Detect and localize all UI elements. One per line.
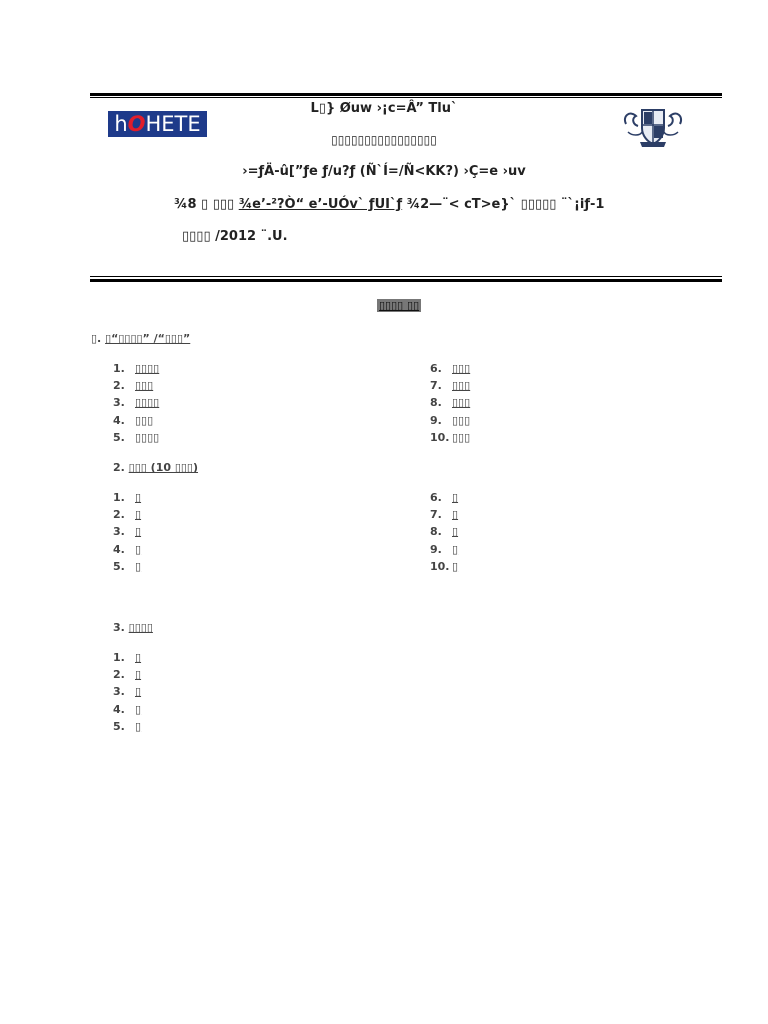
- header-rule-top-thin: [90, 97, 722, 98]
- list-item: 7. ▯▯▯: [430, 379, 471, 393]
- list-item: 10. ▯: [430, 559, 459, 573]
- list-item: 2. ▯▯▯: [113, 379, 154, 393]
- list-item: 6. ▯▯▯: [430, 362, 471, 375]
- section-3-list: [113, 649, 141, 735]
- list-item: 8. ▯▯▯: [430, 396, 471, 410]
- section-2-list-right: [430, 489, 458, 575]
- section-1-label: ▯“▯▯▯▯” /“▯▯▯”: [105, 332, 191, 345]
- list-item: 5. ▯: [113, 559, 142, 573]
- list-item: 6. ▯: [430, 491, 459, 504]
- header-rule-bottom-thin: [90, 276, 722, 277]
- logo-left-text-hete: HETE: [145, 112, 201, 136]
- header-line-4-underlined: ¾e’-²?Ò“ e’-UÓv` ƒUI`ƒ: [238, 197, 403, 212]
- list-item: 4. ▯▯▯: [113, 413, 154, 427]
- list-item: 9. ▯▯▯: [430, 413, 471, 427]
- header-line-4-part-a: ¾8 ▯ ▯▯▯: [174, 197, 239, 212]
- list-item: 9. ▯: [430, 542, 459, 556]
- list-item: 3. ▯: [113, 525, 142, 539]
- section-2-heading: [113, 461, 198, 474]
- section-3-label: ▯▯▯▯: [128, 621, 153, 634]
- header-date-line: ▯▯▯▯ /2012 ¨.U.: [182, 229, 288, 244]
- school-name-line: L▯} Øuw ›¡c=Â” Tlu`: [310, 101, 458, 116]
- list-item: 1. ▯▯▯▯: [113, 362, 160, 375]
- list-item: 4. ▯: [113, 702, 142, 716]
- list-item: 2. ▯: [113, 508, 142, 522]
- header-rule-bottom-thick: [90, 279, 722, 282]
- header-line-4-part-b: ¾2—¨< cT>e}` ▯▯▯▯▯ ¨`¡iƒ-1: [402, 197, 605, 212]
- header-line-4: [174, 197, 604, 212]
- section-3-prefix: 3.: [113, 621, 129, 634]
- section-2-label: ▯▯▯ (10 ▯▯▯): [128, 461, 199, 474]
- list-item: 1. ▯: [113, 651, 142, 664]
- section-2-list-left: [113, 489, 141, 575]
- list-item: 3. ▯▯▯▯: [113, 396, 160, 410]
- header-line-2: ▯▯▯▯▯▯▯▯▯▯▯▯▯▯▯▯: [331, 133, 437, 147]
- list-item: 4. ▯: [113, 542, 142, 556]
- list-item: 5. ▯▯▯▯: [113, 430, 160, 444]
- logo-left-text-h: h: [114, 112, 128, 136]
- list-item: 8. ▯: [430, 525, 459, 539]
- section-2-prefix: 2.: [113, 461, 129, 474]
- section-1-prefix: ▯.: [91, 332, 106, 345]
- section-1-list-left: [113, 360, 159, 446]
- list-item: 3. ▯: [113, 685, 142, 699]
- list-item: 10. ▯▯▯: [430, 430, 471, 444]
- list-item: 5. ▯: [113, 719, 142, 733]
- section-1-list-right: [430, 360, 470, 446]
- answer-key-title: ▯▯▯▯ ▯▯: [379, 299, 420, 312]
- list-item: 1. ▯: [113, 491, 142, 504]
- logo-left-text-o: O: [127, 112, 146, 136]
- header-rule-top-thick: [90, 93, 722, 96]
- list-item: 2. ▯: [113, 668, 142, 682]
- section-3-heading: [113, 621, 153, 634]
- section-1-heading: [91, 332, 190, 345]
- list-item: 7. ▯: [430, 508, 459, 522]
- header-line-3: ›=ƒÄ-û[”ƒe ƒ/u?ƒ (Ñ`Í=/Ñ<KK?) ›Ç=e ›uv: [242, 164, 526, 179]
